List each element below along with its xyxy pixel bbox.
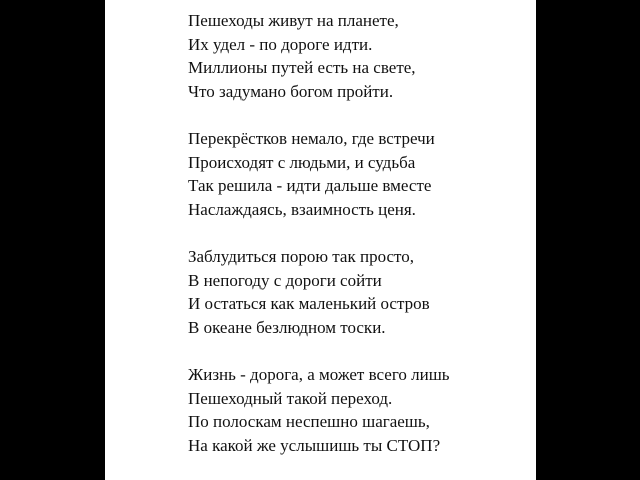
poem-line: Пешеходы живут на планете, [188, 11, 399, 30]
stanza-3 [188, 245, 528, 339]
poem-text [188, 9, 528, 480]
poem-line: Пешеходный такой переход. [188, 388, 393, 408]
poem-line: На какой же услышишь ты СТОП? [188, 435, 441, 455]
stanza-2 [188, 127, 528, 221]
poem-line: Перекрёстков немало, где встречи [188, 129, 435, 148]
poem-line: Что задумано богом пройти. [188, 81, 394, 101]
poem-line: Наслаждаясь, взаимность ценя. [188, 199, 416, 219]
stanza-4 [188, 363, 528, 457]
poem-line: В океане безлюдном тоски. [188, 317, 386, 337]
poem-line: Их удел - по дороге идти. [188, 34, 373, 54]
stanza-1 [188, 9, 528, 103]
poem-line: Происходят с людьми, и судьба [188, 152, 416, 172]
poem-line: В непогоду с дороги сойти [188, 270, 382, 290]
poem-line: Миллионы путей есть на свете, [188, 58, 416, 77]
poem-line: По полоскам неспешно шагаешь, [188, 412, 430, 431]
document-page [105, 0, 536, 480]
poem-line: Так решила - идти дальше вместе [188, 176, 432, 195]
poem-line: Жизнь - дорога, а может всего лишь [188, 365, 450, 384]
poem-line: Заблудиться порою так просто, [188, 247, 415, 266]
poem-line: И остаться как маленький остров [188, 294, 430, 313]
